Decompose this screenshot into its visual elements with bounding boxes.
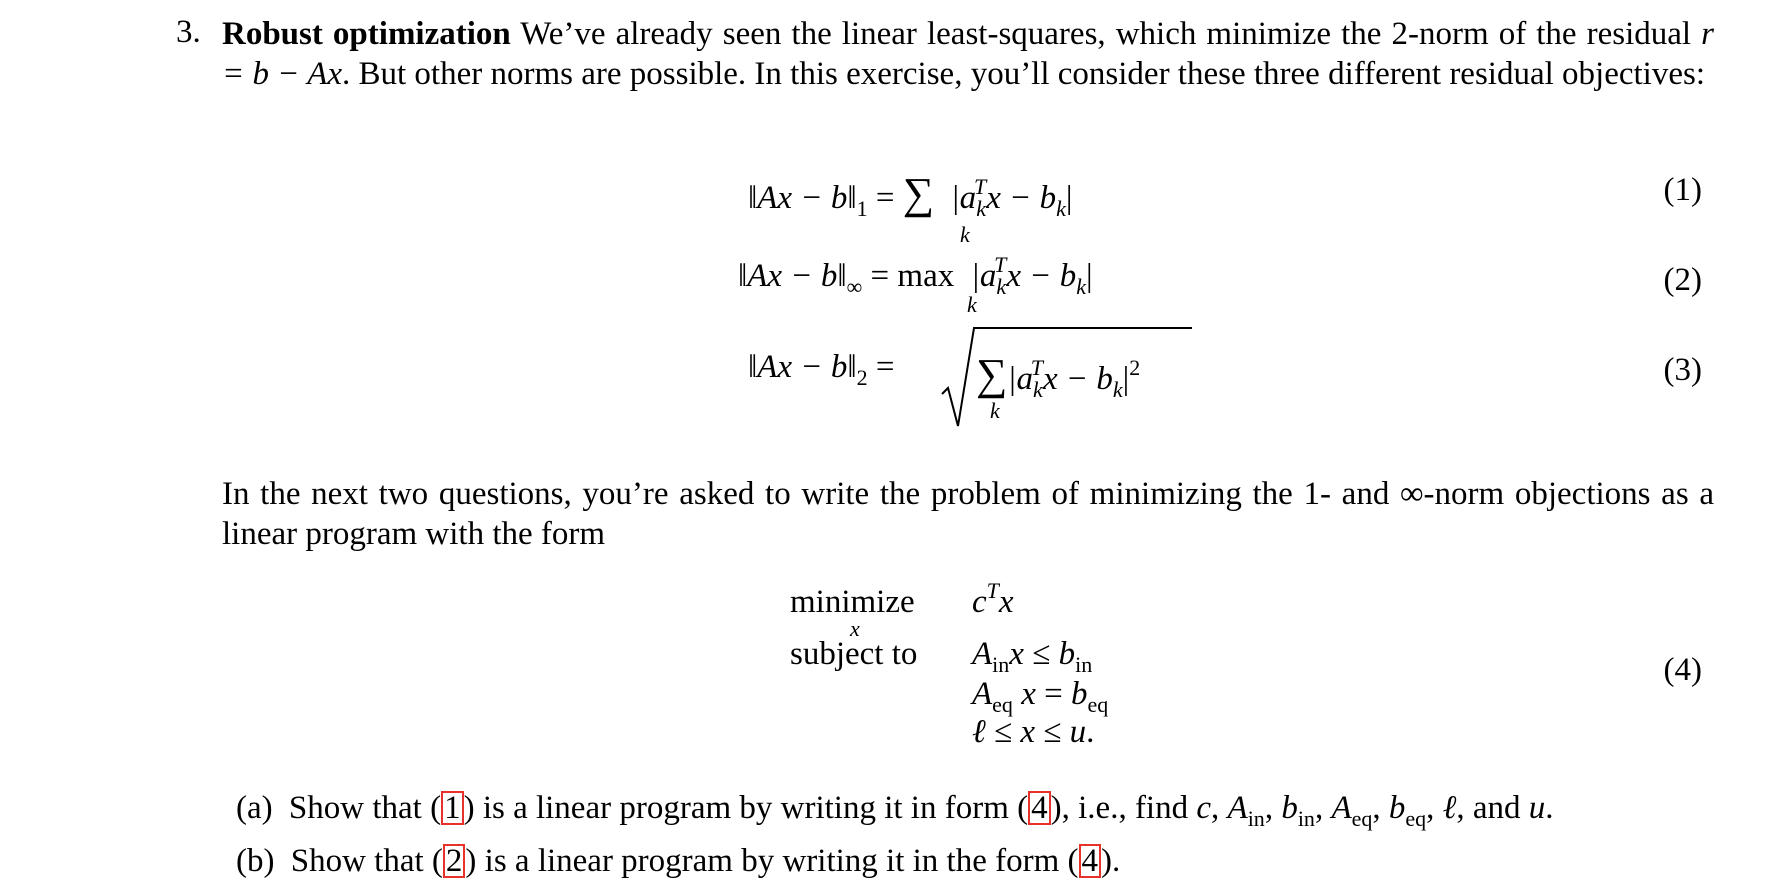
lp-equality-constraint: $A_{eq}$ $x = b_{eq}$	[972, 676, 1109, 717]
lp-intro-paragraph: In the next two questions, you’re asked to write the problem of minimizing the 1- and ∞-norm objections as a linear program with the form	[222, 476, 1714, 552]
eq1-sum-index: k	[960, 222, 970, 247]
intro-paragraph	[222, 14, 1714, 94]
equation-3-number: (3)	[1663, 352, 1702, 388]
ref-equation-4-b[interactable]: 4	[1079, 844, 1102, 878]
ref-equation-2[interactable]: 2	[443, 844, 466, 878]
equation-2: ‖Ax − $b‖_\infty = \max |a_k^Tx - b_k|$	[738, 252, 1093, 299]
ref-equation-4[interactable]: 4	[1028, 791, 1051, 825]
equation-1: ‖Ax − $b‖_1$ = ∑ $|a_k^Tx - b_k|$	[748, 169, 1073, 221]
part-a: (a) Show that (1) is a linear program by writing it in form (4), i.e., find c, $A_{in}$, $b_{in}$, $A_{eq}$, $b_{eq}$, ℓ, and u.	[236, 790, 1554, 831]
ref-equation-1[interactable]: 1	[441, 791, 464, 825]
part-a-label: (a)	[236, 790, 273, 826]
lp-inequality-constraint: $A_{in}x \le b_{in}$	[972, 636, 1093, 677]
part-b-label: (b)	[236, 843, 275, 879]
residual-formula: r = b − Ax	[222, 16, 1714, 92]
intro-lead: We’ve already seen the linear least-squares, which minimize the 2-norm of the residual	[510, 16, 1702, 52]
eq2-max-index: k	[967, 292, 977, 317]
equation-3: ‖Ax − $b‖_2$ =	[748, 349, 895, 390]
lp-minimize-var: x	[850, 616, 860, 641]
equation-1-number: (1)	[1663, 172, 1702, 208]
lp-bounds-constraint: ℓ ≤ x ≤ u.	[972, 714, 1095, 750]
lp-subject-to-label: subject to	[790, 636, 918, 672]
eq3-sum-index: k	[990, 398, 1000, 423]
equation-3-radicand: $\sum|a_k^Tx - b_k|^2$	[976, 350, 1141, 402]
eq1-lhs-sub: 1	[856, 196, 868, 221]
eq3-lhs: ‖Ax − b‖	[748, 349, 857, 385]
lp-minimize-label: minimize	[790, 584, 915, 620]
intro-tail: . But other norms are possible. In this exercise, you’ll consider these three different residual objectives:	[342, 56, 1705, 92]
part-b: (b) Show that (2) is a linear program by writing it in the form (4).	[236, 843, 1121, 879]
eq2-lhs-sub: ∞	[846, 274, 863, 299]
eq3-lhs-sub: 2	[856, 365, 868, 390]
problem-number: 3.	[176, 14, 201, 50]
eq1-lhs: ‖Ax − b‖	[748, 180, 857, 216]
equation-4-number: (4)	[1663, 652, 1702, 688]
problem-title: Robust optimization	[222, 16, 511, 52]
lp-objective: $c^Tx$	[972, 578, 1014, 620]
eq2-max: max	[897, 258, 955, 294]
eq2-lhs: ‖Ax − b‖	[738, 258, 847, 294]
equation-2-number: (2)	[1663, 262, 1702, 298]
